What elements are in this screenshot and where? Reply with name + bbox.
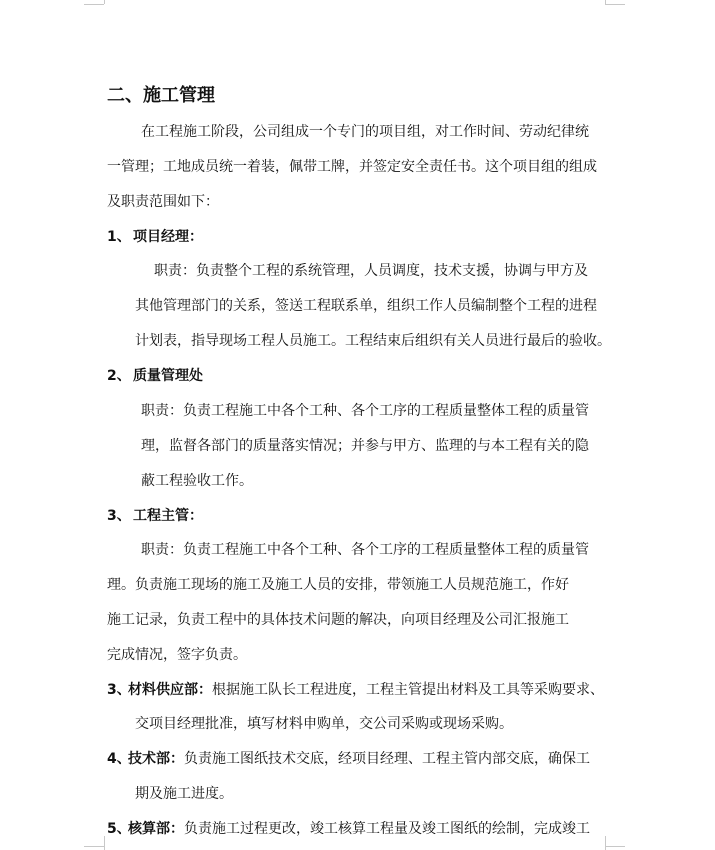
intro-line: 一管理；工地成员统一着装，佩带工牌，并签定安全责任书。这个项目组的组成 <box>107 159 597 175</box>
section-body-first-line: 根据施工队长工程进度，工程主管提出材料及工具等采购要求、 <box>212 682 604 698</box>
section-body-line: 交项目经理批准，填写材料申购单，交公司采购或现场采购。 <box>135 716 513 732</box>
section-heading: 二、施工管理 <box>107 85 215 106</box>
section-title: 技术部： <box>128 751 184 767</box>
section-body-line: 职责：负责工程施工中各个工种、各个工序的工程质量整体工程的质量管 <box>141 542 589 558</box>
section-title: 项目经理： <box>133 229 203 245</box>
section-body-line: 职责：负责工程施工中各个工种、各个工序的工程质量整体工程的质量管 <box>141 403 589 419</box>
section-number: 2、 <box>107 368 131 384</box>
section-body-line: 施工记录，负责工程中的具体技术问题的解决，向项目经理及公司汇报施工 <box>107 612 569 628</box>
section-body-first-line: 负责施工图纸技术交底，经项目经理、工程主管内部交底，确保工 <box>184 751 590 767</box>
intro-line: 在工程施工阶段，公司组成一个专门的项目组，对工作时间、劳动纪律统 <box>141 124 589 140</box>
section-title: 工程主管： <box>133 508 203 524</box>
section-body-line: 计划表，指导现场工程人员施工。工程结束后组织有关人员进行最后的验收。 <box>135 333 611 349</box>
section-body-line: 完成情况，签字负责。 <box>107 647 247 663</box>
section-number: 3、 <box>107 508 131 524</box>
section-body-line: 职责：负责整个工程的系统管理，人员调度，技术支援，协调与甲方及 <box>154 263 588 279</box>
section-title: 核算部： <box>128 821 184 837</box>
section-body-line: 期及施工进度。 <box>135 786 233 802</box>
section-body-line: 其他管理部门的关系，签送工程联系单，组织工作人员编制整个工程的进程 <box>135 298 597 314</box>
section-title: 材料供应部： <box>128 682 212 698</box>
section-body-first-line: 负责施工过程更改，竣工核算工程量及竣工图纸的绘制，完成竣工 <box>184 821 590 837</box>
section-title: 质量管理处 <box>133 368 203 384</box>
section-body-line: 蔽工程验收工作。 <box>141 473 253 489</box>
section-number: 1、 <box>107 229 131 245</box>
intro-line: 及职责范围如下： <box>107 194 219 210</box>
section-number: 4、 <box>107 751 131 767</box>
section-number: 3、 <box>107 682 131 698</box>
section-body-line: 理。负责施工现场的施工及施工人员的安排，带领施工人员规范施工，作好 <box>107 577 569 593</box>
section-body-line: 理，监督各部门的质量落实情况；并参与甲方、监理的与本工程有关的隐 <box>141 438 589 454</box>
section-number: 5、 <box>107 821 131 837</box>
